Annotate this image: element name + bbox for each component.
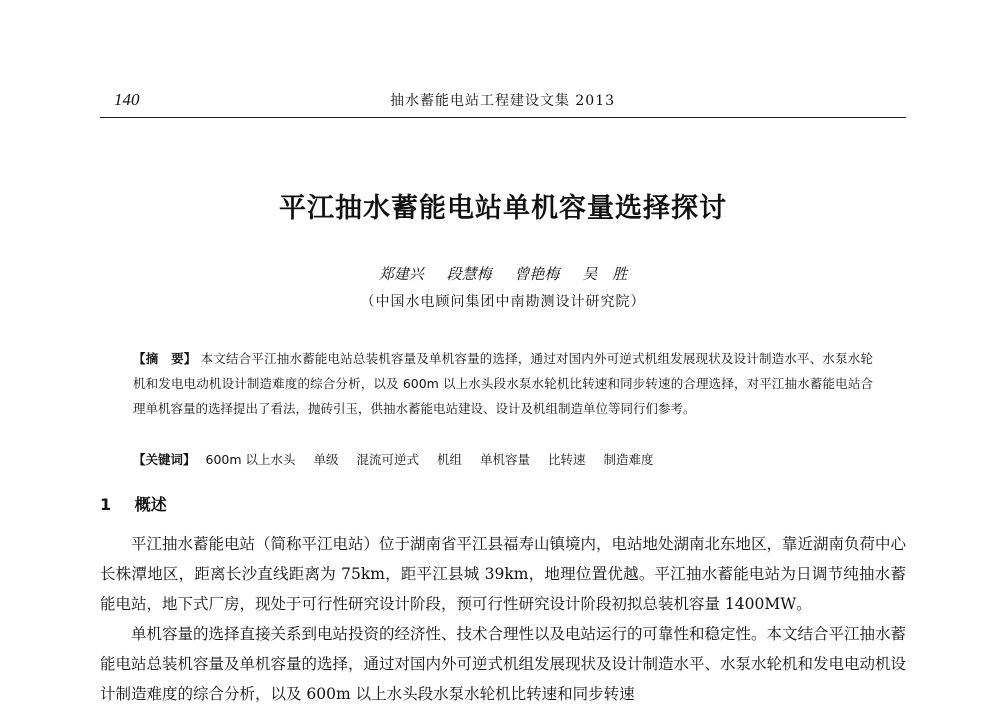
author: 段慧梅 xyxy=(446,265,492,283)
body-text xyxy=(100,529,906,709)
section-title: 概述 xyxy=(134,495,167,514)
abstract xyxy=(133,346,873,421)
keyword: 比转速 xyxy=(548,452,586,467)
author: 曾艳梅 xyxy=(514,265,560,283)
paper-title: 平江抽水蓄能电站单机容量选择探讨 xyxy=(279,193,727,224)
author: 吴 胜 xyxy=(582,265,628,283)
keyword: 单机容量 xyxy=(480,452,531,467)
author-list xyxy=(100,263,906,284)
keyword: 制造难度 xyxy=(603,452,654,467)
keyword: 单级 xyxy=(313,452,339,467)
journal-title: 抽水蓄能电站工程建设文集 2013 xyxy=(389,93,616,109)
keyword: 600m 以上水头 xyxy=(205,452,296,467)
keyword: 混流可逆式 xyxy=(356,452,420,467)
header-divider xyxy=(100,117,906,118)
paragraph: 单机容量的选择直接关系到电站投资的经济性、技术合理性以及电站运行的可靠性和稳定性。本文结合平江抽水蓄能电站总装机容量及单机容量的选择，通过对国内外可逆式机组发展现状及设计制造水平、水泵水轮机和发电电动机设计制造难度的综合分析，以及 600m 以上水头段水泵水轮机比转速和同步转速 xyxy=(100,625,907,703)
affiliation: （中国水电顾问集团中南勘测设计研究院） xyxy=(360,294,646,310)
running-header xyxy=(100,88,905,114)
abstract-label: 【摘 要】 xyxy=(133,351,197,366)
keywords-label: 【关键词】 xyxy=(133,452,196,467)
author: 郑建兴 xyxy=(378,265,424,283)
page-number: 140 xyxy=(114,90,140,109)
paragraph: 平江抽水蓄能电站（简称平江电站）位于湖南省平江县福寿山镇境内，电站地处湖南北东地区，靠近湖南负荷中心长株潭地区，距离长沙直线距离为 75km，距平江县城 39km，地理位置优越。平江抽水蓄能电站为日调节纯抽水蓄能电站，地下式厂房，现处于可行性研究设计阶段，预可行性研究设计阶段初拟总装机容量 1400MW。 xyxy=(100,535,907,613)
keyword: 机组 xyxy=(437,452,463,467)
keywords xyxy=(133,447,873,472)
section-heading xyxy=(100,492,167,515)
abstract-text: 本文结合平江抽水蓄能电站总装机容量及单机容量的选择，通过对国内外可逆式机组发展现状及设计制造水平、水泵水轮机和发电电动机设计制造难度的综合分析，以及 600m 以上水头段水泵水轮机比转速和同步转速的合理选择，对平江抽水蓄能电站合理单机容量的选择提出了看法，抛砖引玉，供抽水蓄能电站建设、设计及机组制造单位等同行们参考。 xyxy=(133,351,873,416)
section-number: 1 xyxy=(100,495,112,514)
